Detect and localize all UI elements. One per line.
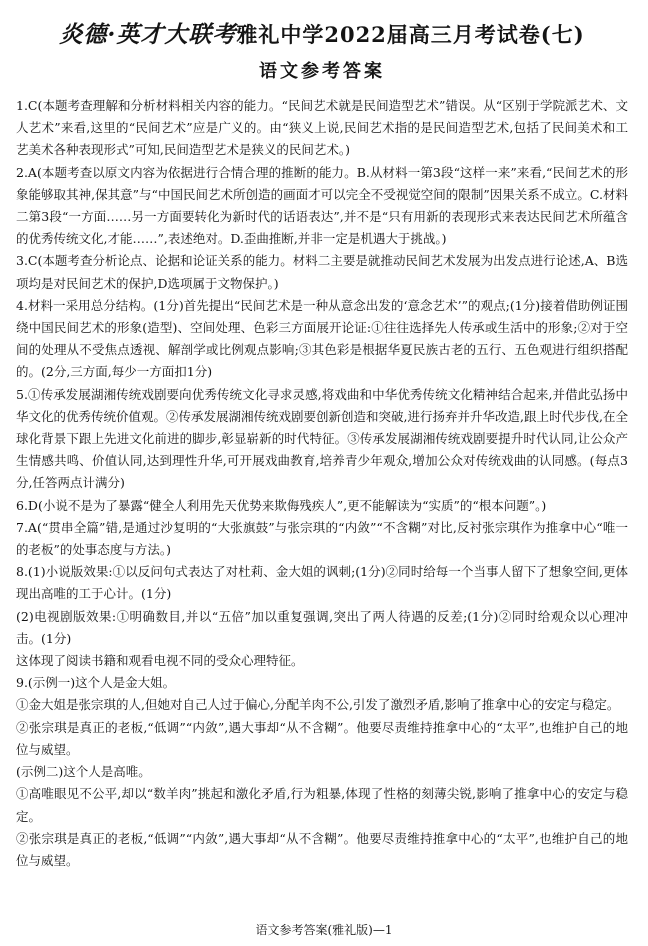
answer-paragraph: ②张宗琪是真正的老板,“低调”“内敛”,遇大事却“从不含糊”。他要尽责维持推拿中心的“太平”,也维护自己的地位与威望。: [16, 830, 628, 868]
answer-paragraph: 1.C(本题考查理解和分析材料相关内容的能力。“民间艺术就是民间造型艺术”错误。从“区别于学院派艺术、文人艺术”来看,这里的“民间艺术”应是广义的。由“狭义上说,民间艺术指的是民间造型艺术,包括了民间美术和工艺美术各种表现形式”可知,民间造型艺术是狭义的民间艺术。): [16, 98, 628, 158]
page-footer: 语文参考答案(雅礼版)—1: [255, 923, 393, 937]
answer-paragraph: ①高唯眼见不公平,却以“数羊肉”挑起和激化矛盾,行为粗暴,体现了性格的刻薄尖锐,影响了推拿中心的安定与稳定。: [16, 786, 628, 824]
answer-paragraph: 9.(示例一)这个人是金大姐。: [16, 675, 176, 691]
answer-paragraph: 8.(1)小说版效果:①以反问句式表达了对杜莉、金大姐的讽刺;(1分)②同时给每一个当事人留下了想象空间,更体现出高唯的工于心计。(1分): [16, 564, 628, 602]
answer-paragraph: 6.D(小说不是为了暴露“健全人利用先天优势来欺侮残疾人”,更不能解读为“实质”的“根本问题”。): [16, 497, 547, 513]
page-subtitle: 语文参考答案: [259, 61, 385, 82]
answer-paragraph: 7.A(“贯串全篇”错,是通过沙复明的“大张旗鼓”与张宗琪的“内敛”“不含糊”对比,反衬张宗琪作为推拿中心“唯一的老板”的处事态度与方法。): [16, 519, 628, 558]
exam-title: 雅礼中学2022届高三月考试卷(七): [236, 22, 585, 47]
answer-paragraph: 这体现了阅读书籍和观看电视不同的受众心理特征。: [16, 653, 304, 669]
answer-paragraph: ②张宗琪是真正的老板,“低调”“内敛”,遇大事却“从不含糊”。他要尽责维持推拿中心的“太平”,也维护自己的地位与威望。: [16, 719, 628, 757]
answer-paragraph: (2)电视剧版效果:①明确数目,并以“五倍”加以重复强调,突出了两人待遇的反差;(1分)②同时给观众以心理冲击。(1分): [16, 608, 628, 646]
answer-list: [16, 95, 628, 872]
answer-paragraph: 4.材料一采用总分结构。(1分)首先提出“民间艺术是一种从意念出发的‘意念艺术’”的观点;(1分)接着借助例证围绕中国民间艺术的形象(造型)、空间处理、色彩三方面展开论证:①往往选择先人传承或生活中的形象;②对于空间的处理从不受焦点透视、解剖学或比例观点影响;③其色彩是根据华夏民族古老的五行、五色观进行组织搭配的。(2分,三方面,每少一方面扣1分): [16, 297, 628, 380]
answer-paragraph: 3.C(本题考查分析论点、论据和论证关系的能力。材料二主要是就推动民间艺术发展为出发点进行论述,A、B选项均是对民间艺术的保护,D选项属于文物保护。): [16, 253, 628, 291]
page-header: [16, 16, 628, 49]
answer-paragraph: 2.A(本题考查以原文内容为依据进行合情合理的推断的能力。B.从材料一第3段“这样一来”来看,“民间艺术的形象能够取其神,保其意”与“中国民间艺术所创造的画面才可以完全不受视觉空间的限制”因果关系不成立。C.材料二第3段“一方面……另一方面要转化为新时代的话语表达”,并不是“只有用新的表现形式来表达民间艺术所蕴含的优秀传统文化,才能……”,表述绝对。D.歪曲推断,并非一定是机遇大于挑战。): [16, 164, 628, 247]
brand-title: 炎德·英才大联考: [59, 21, 237, 48]
answer-paragraph: 5.①传承发展湖湘传统戏剧要向优秀传统文化寻求灵感,将戏曲和中华优秀传统文化精神结合起来,并借此弘扬中华文化的优秀传统价值观。②传承发展湖湘传统戏剧要创新创造和突破,进行扬弃并升华改造,跟上时代步伐,在全球化背景下跟上先进文化前进的脚步,彰显崭新的时代特征。③传承发展湖湘传统戏剧要提升时代认同,让公众产生情感共鸣、价值认同,达到理性升华,可开展戏曲教育,培养青少年观众,增加公众对传统戏曲的认同感。(每点3分,任答两点计满分): [16, 386, 628, 491]
answer-paragraph: ①金大姐是张宗琪的人,但她对自己人过于偏心,分配羊肉不公,引发了激烈矛盾,影响了推拿中心的安定与稳定。: [16, 697, 620, 713]
answer-paragraph: (示例二)这个人是高唯。: [16, 764, 151, 780]
